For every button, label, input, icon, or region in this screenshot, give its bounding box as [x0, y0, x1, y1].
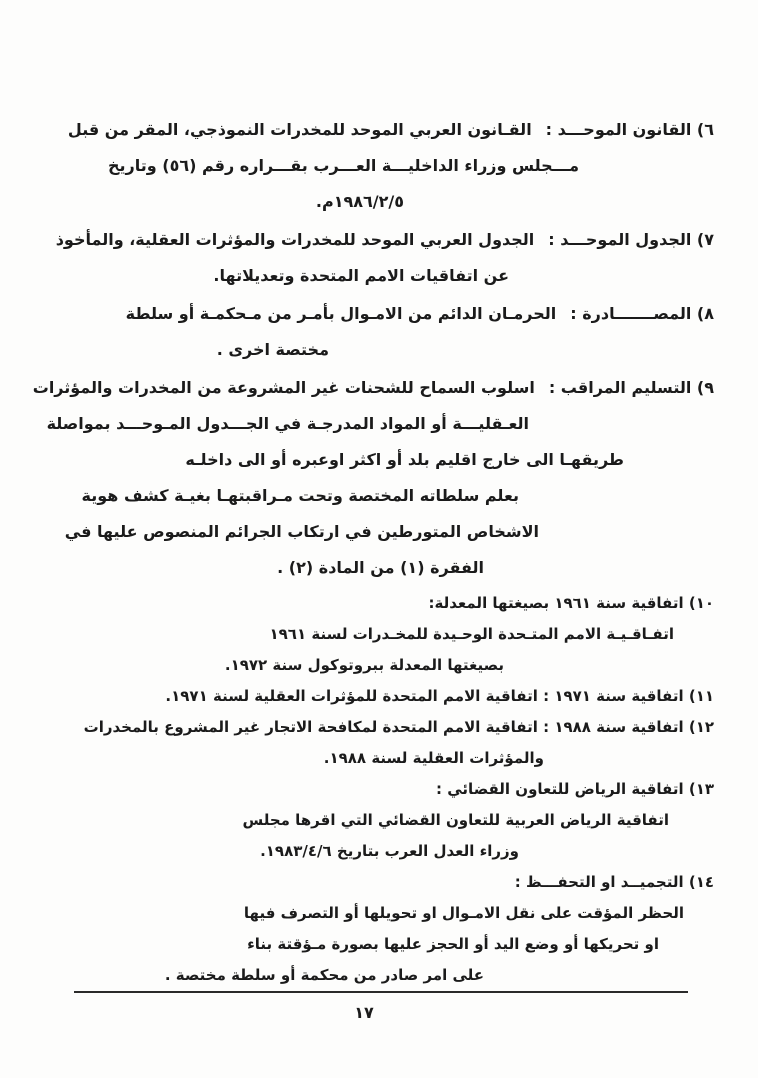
text-line [38, 112, 714, 148]
item-heading: ١٤) التجميــد او التحفـــظ : [514, 873, 714, 891]
text-line: بعلم سلطاته المختصة وتحت مـراقبتهـا بغيـة كشف هوية [81, 486, 519, 505]
term-label: ٧) الجدول الموحـــد : [548, 230, 714, 249]
definition-item-8 [38, 296, 714, 368]
text-line: مختصة اخرى . [216, 340, 329, 359]
text-line: على امر صادر من محكمة أو سلطة مختصة . [164, 966, 484, 984]
text-line: عن اتفاقيات الامم المتحدة وتعديلاتها. [213, 266, 509, 285]
footer-rule [74, 991, 688, 993]
text-line: اتفـاقـيـة الامم المتـحدة الوحـيدة للمخـدرات لسنة ١٩٦١ [269, 625, 674, 643]
text-line [38, 222, 714, 258]
text-line: وزراء العدل العرب بتاريخ ١٩٨٣/٤/٦. [260, 842, 519, 860]
definition-text: الجدول العربي الموحد للمخدرات والمؤثرات العقلية، والمأخوذ [55, 230, 535, 249]
text-line [32, 370, 714, 406]
text-line: الحظر المؤقت على نقل الامـوال او تحويلها أو التصرف فيها [243, 904, 684, 922]
definition-item-9 [32, 370, 714, 586]
definition-text: الحرمـان الدائم من الامـوال بأمـر من مـحكمـة أو سلطة [125, 304, 557, 323]
definition-item-7 [38, 222, 714, 294]
definition-item-12 [38, 712, 714, 774]
text-line: طريقهـا الى خارج اقليم بلد أو اكثر اوعبره أو الى داخلـه [185, 450, 624, 469]
text-line: مـــجلس وزراء الداخليـــة العـــرب بقـــراره رقم (٥٦) وتاريخ [107, 156, 579, 175]
text-line: العـقليـــة أو المواد المدرجـة في الجـــدول المـوحـــد بمواصلة [46, 414, 529, 433]
text-line: والمؤثرات العقلية لسنة ١٩٨٨. [323, 749, 544, 767]
text-line: او تحريكها أو وضع اليد أو الحجز عليها بصورة مـؤقتة بناء [247, 935, 659, 953]
text-line: الاشخاص المتورطين في ارتكاب الجرائم المنصوص عليها في [64, 522, 539, 541]
text-line: ١٩٨٦/٢/٥م. [315, 192, 404, 211]
definition-item-13 [38, 774, 714, 867]
definition-item-10 [38, 588, 714, 681]
definition-text: اسلوب السماح للشحنات غير المشروعة من المخدرات والمؤثرات [32, 378, 535, 397]
text-line: ١١) اتفاقية سنة ١٩٧١ : اتفاقية الامم المتحدة للمؤثرات العقلية لسنة ١٩٧١. [165, 687, 714, 705]
text-line: بصيغتها المعدلة ببروتوكول سنة ١٩٧٢. [224, 656, 504, 674]
item-heading: ١٠) اتفاقية سنة ١٩٦١ بصيغتها المعدلة: [428, 594, 714, 612]
definition-item-6 [38, 112, 714, 220]
text-line: ١٢) اتفاقية سنة ١٩٨٨ : اتفاقية الامم المتحدة لمكافحة الاتجار غير المشروع بالمخدرات [83, 718, 714, 736]
definition-item-14 [38, 867, 714, 991]
term-label: ٩) التسليم المراقب : [548, 378, 714, 397]
page-number: ١٧ [354, 1003, 374, 1022]
text-line: اتفاقية الرياض العربية للتعاون القضائي التي اقرها مجلس [242, 811, 669, 829]
term-label: ٦) القانون الموحـــد : [545, 120, 714, 139]
text-line [38, 296, 714, 332]
definition-item-11 [38, 681, 714, 712]
item-heading: ١٣) اتفاقية الرياض للتعاون القضائي : [436, 780, 714, 798]
definitions-list [32, 112, 714, 991]
text-line: الفقرة (١) من المادة (٢) . [277, 558, 484, 577]
term-label: ٨) المصـــــــادرة : [570, 304, 714, 323]
definition-text: القـانون العربي الموحد للمخدرات النموذجي، المقر من قبل [67, 120, 532, 139]
